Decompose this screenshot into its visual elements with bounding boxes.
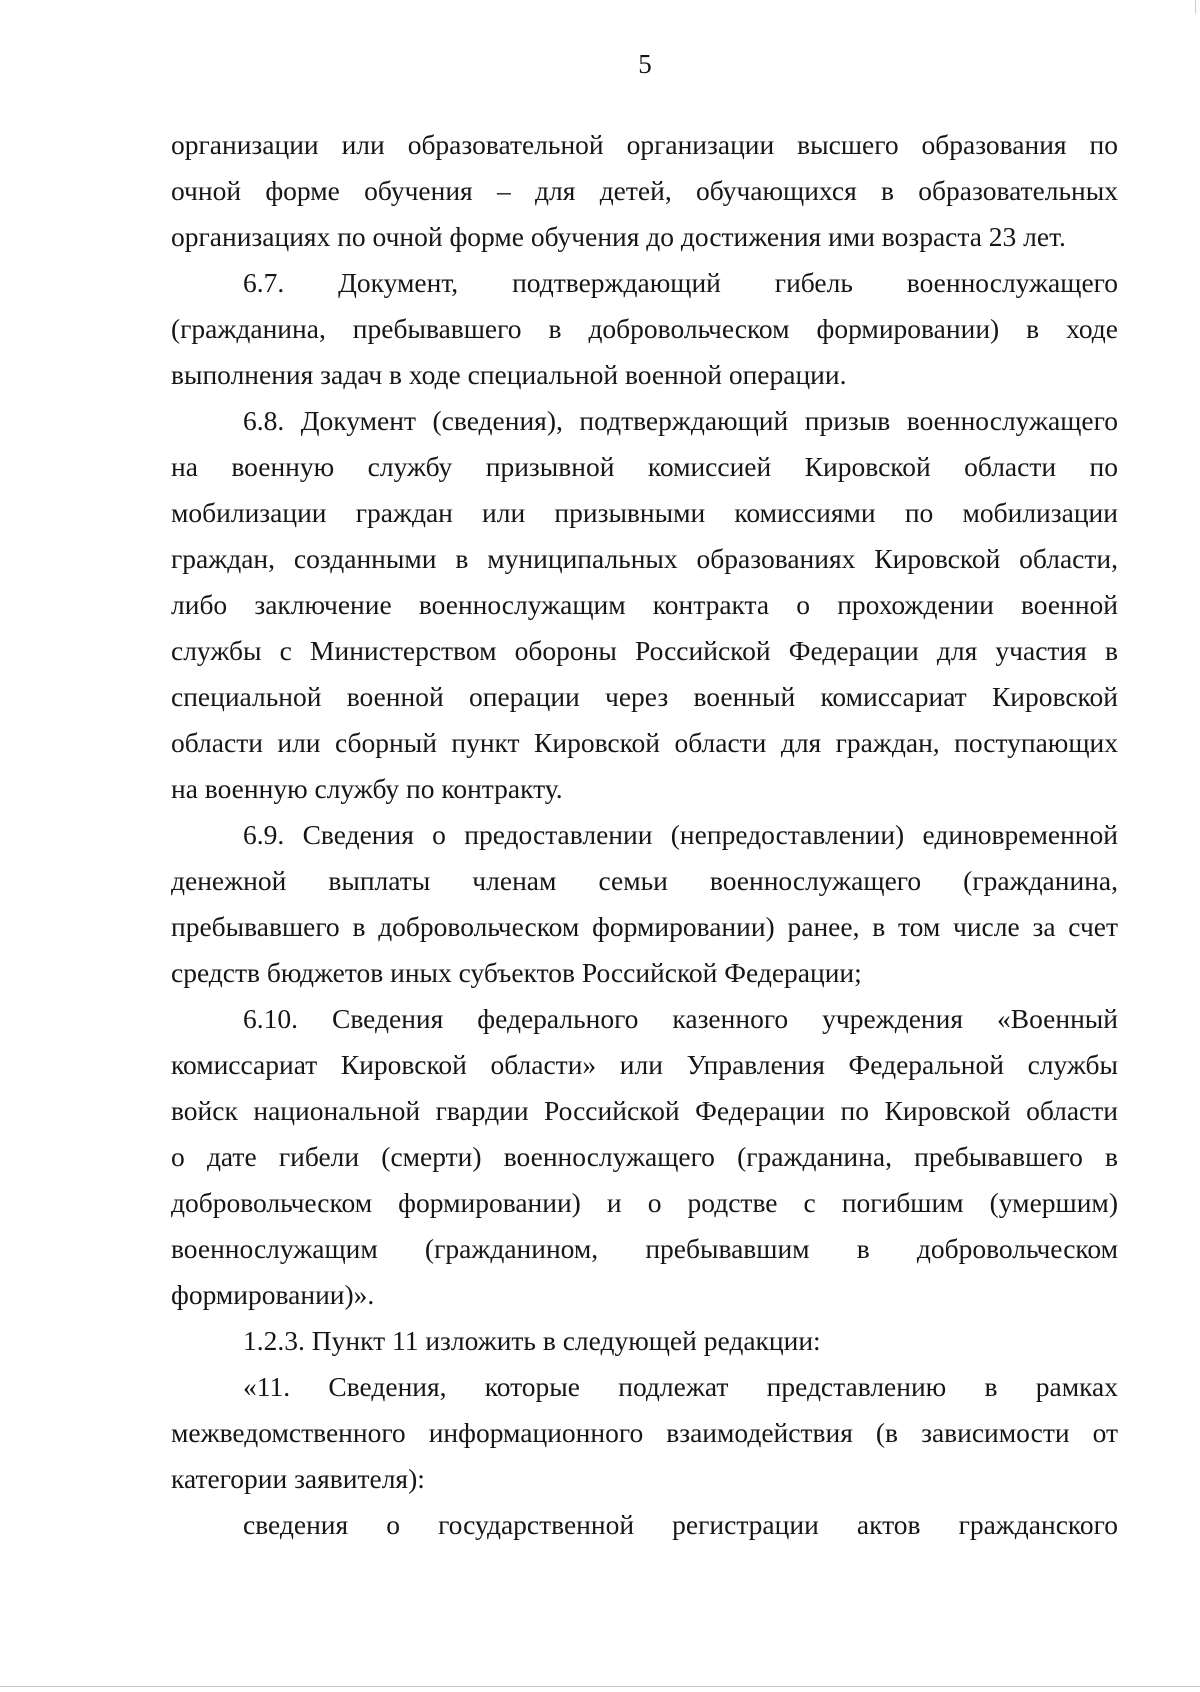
text-line: формировании)».: [171, 1279, 375, 1310]
text-line: «11. Сведения, которые подлежат представлению в рамках: [243, 1371, 1118, 1402]
text-line: 6.9. Сведения о предоставлении (непредоставлении) единовременной: [243, 819, 1118, 850]
text-line: 6.8. Документ (сведения), подтверждающий призыв военнослужащего: [243, 405, 1118, 436]
text-line: категории заявителя):: [171, 1463, 425, 1494]
text-line: на военную службу по контракту.: [171, 773, 563, 804]
paragraph: [171, 1318, 1118, 1364]
paragraph: [171, 398, 1118, 812]
text-line: граждан, созданными в муниципальных образованиях Кировской области,: [171, 543, 1118, 574]
paragraph: [171, 260, 1118, 398]
text-line: добровольческом формировании) и о родстве с погибшим (умершим): [171, 1187, 1118, 1218]
document-body: [171, 122, 1118, 1548]
paragraph: [171, 996, 1118, 1318]
text-line: 6.10. Сведения федерального казенного учреждения «Военный: [243, 1003, 1118, 1034]
paragraph: [171, 122, 1118, 260]
text-line: очной форме обучения – для детей, обучающихся в образовательных: [171, 175, 1118, 206]
paragraph: [171, 1502, 1118, 1548]
text-line: военнослужащим (гражданином, пребывавшим в добровольческом: [171, 1233, 1118, 1264]
text-line: о дате гибели (смерти) военнослужащего (гражданина, пребывавшего в: [171, 1141, 1118, 1172]
text-line: (гражданина, пребывавшего в добровольческом формировании) в ходе: [171, 313, 1118, 344]
text-line: организации или образовательной организации высшего образования по: [171, 129, 1118, 160]
text-line: 1.2.3. Пункт 11 изложить в следующей редакции:: [243, 1325, 821, 1356]
paragraph: [171, 1364, 1118, 1502]
text-line: либо заключение военнослужащим контракта о прохождении военной: [171, 589, 1118, 620]
text-line: специальной военной операции через военный комиссариат Кировской: [171, 681, 1118, 712]
text-line: межведомственного информационного взаимодействия (в зависимости от: [171, 1417, 1118, 1448]
text-line: выполнения задач в ходе специальной военной операции.: [171, 359, 847, 390]
scan-edge-line: [0, 1686, 1200, 1687]
text-line: войск национальной гвардии Российской Федерации по Кировской области: [171, 1095, 1118, 1126]
text-line: мобилизации граждан или призывными комиссиями по мобилизации: [171, 497, 1118, 528]
text-line: средств бюджетов иных субъектов Российской Федерации;: [171, 957, 862, 988]
text-line: пребывавшего в добровольческом формировании) ранее, в том числе за счет: [171, 911, 1118, 942]
text-line: комиссариат Кировской области» или Управления Федеральной службы: [171, 1049, 1118, 1080]
text-line: службы с Министерством обороны Российской Федерации для участия в: [171, 635, 1118, 666]
paragraph: [171, 812, 1118, 996]
text-line: 6.7. Документ, подтверждающий гибель военнослужащего: [243, 267, 1118, 298]
text-line: сведения о государственной регистрации актов гражданского: [243, 1509, 1118, 1540]
scan-edge-mark: [1195, 0, 1196, 14]
page-number: 5: [638, 49, 652, 79]
text-line: денежной выплаты членам семьи военнослужащего (гражданина,: [171, 865, 1118, 896]
text-line: на военную службу призывной комиссией Кировской области по: [171, 451, 1118, 482]
text-line: организациях по очной форме обучения до достижения ими возраста 23 лет.: [171, 221, 1066, 252]
text-line: области или сборный пункт Кировской области для граждан, поступающих: [171, 727, 1118, 758]
